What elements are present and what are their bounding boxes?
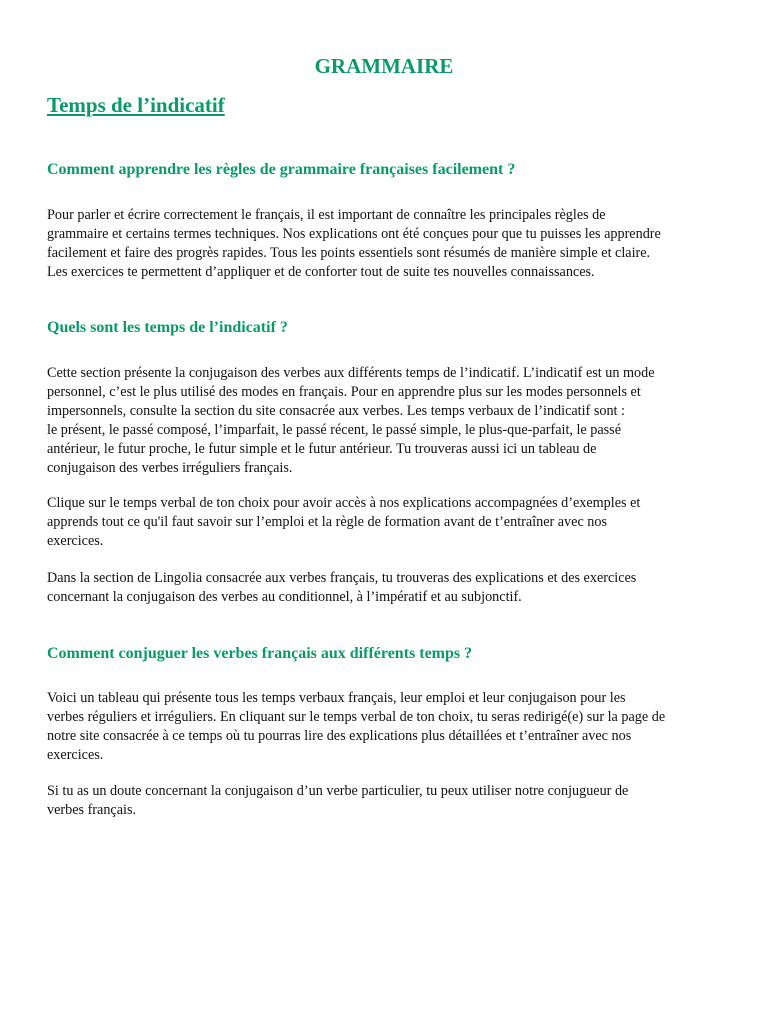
page-title: GRAMMAIRE [314,54,454,78]
text-line: conjugaison des verbes irréguliers français. [47,460,293,476]
text-line: le présent, le passé composé, l’imparfait, le passé récent, le passé simple, le plus-que-parfait, le passé [47,422,621,438]
text-line: Cette section présente la conjugaison des verbes aux différents temps de l’indicatif. L’indicatif est un mode [47,365,655,381]
text-line: Si tu as un doute concernant la conjugaison d’un verbe particulier, tu peux utiliser notre conjugueur de [47,783,629,799]
paragraph-conjugueur [47,782,727,820]
text-line: concernant la conjugaison des verbes au conditionnel, à l’impératif et au subjonctif. [47,589,522,605]
text-line: impersonnels, consulte la section du site consacrée aux verbes. Les temps verbaux de l’indicatif sont : [47,403,625,419]
text-line: exercices. [47,533,104,549]
text-line: Pour parler et écrire correctement le français, il est important de connaître les principales règles de [47,207,606,223]
text-line: exercices. [47,747,104,763]
paragraph-indicatif [47,364,727,478]
text-line: Les exercices te permettent d’appliquer et de conforter tout de suite tes nouvelles connaissances. [47,264,595,280]
paragraph-tableau [47,689,727,765]
paragraph-intro [47,206,727,282]
text-line: facilement et faire des progrès rapides. Tous les points essentiels sont résumés de manière simple et claire. [47,245,651,261]
text-line: Clique sur le temps verbal de ton choix pour avoir accès à nos explications accompagnées d’exemples et [47,495,641,511]
text-line: notre site consacrée à ce temps où tu pourras lire des explications plus détaillées et t’entraîner avec nos [47,728,632,744]
text-line: verbes français. [47,802,137,818]
text-line: antérieur, le futur proche, le futur simple et le futur antérieur. Tu trouveras aussi ici un tableau de [47,441,597,457]
text-line: Voici un tableau qui présente tous les temps verbaux français, leur emploi et leur conjugaison pour les [47,690,626,706]
section-heading-temps-indicatif: Quels sont les temps de l’indicatif ? [47,319,288,336]
text-line: Dans la section de Lingolia consacrée aux verbes français, tu trouveras des explications et des exercices [47,570,637,586]
section-heading-apprendre: Comment apprendre les règles de grammaire françaises facilement ? [47,161,516,178]
paragraph-lingolia [47,569,727,607]
text-line: grammaire et certains termes techniques. Nos explications ont été conçues pour que tu puisses les apprendre [47,226,661,242]
text-line: verbes réguliers et irréguliers. En cliquant sur le temps verbal de ton choix, tu seras redirigé(e) sur la page de [47,709,666,725]
section-heading-conjuguer: Comment conjuguer les verbes français aux différents temps ? [47,645,473,662]
page-subtitle: Temps de l’indicatif [47,93,225,117]
text-line: personnel, c’est le plus utilisé des modes en français. Pour en apprendre plus sur les modes personnels et [47,384,641,400]
paragraph-clique [47,494,727,551]
text-line: apprends tout ce qu'il faut savoir sur l’emploi et la règle de formation avant de t’entraîner avec nos [47,514,607,530]
